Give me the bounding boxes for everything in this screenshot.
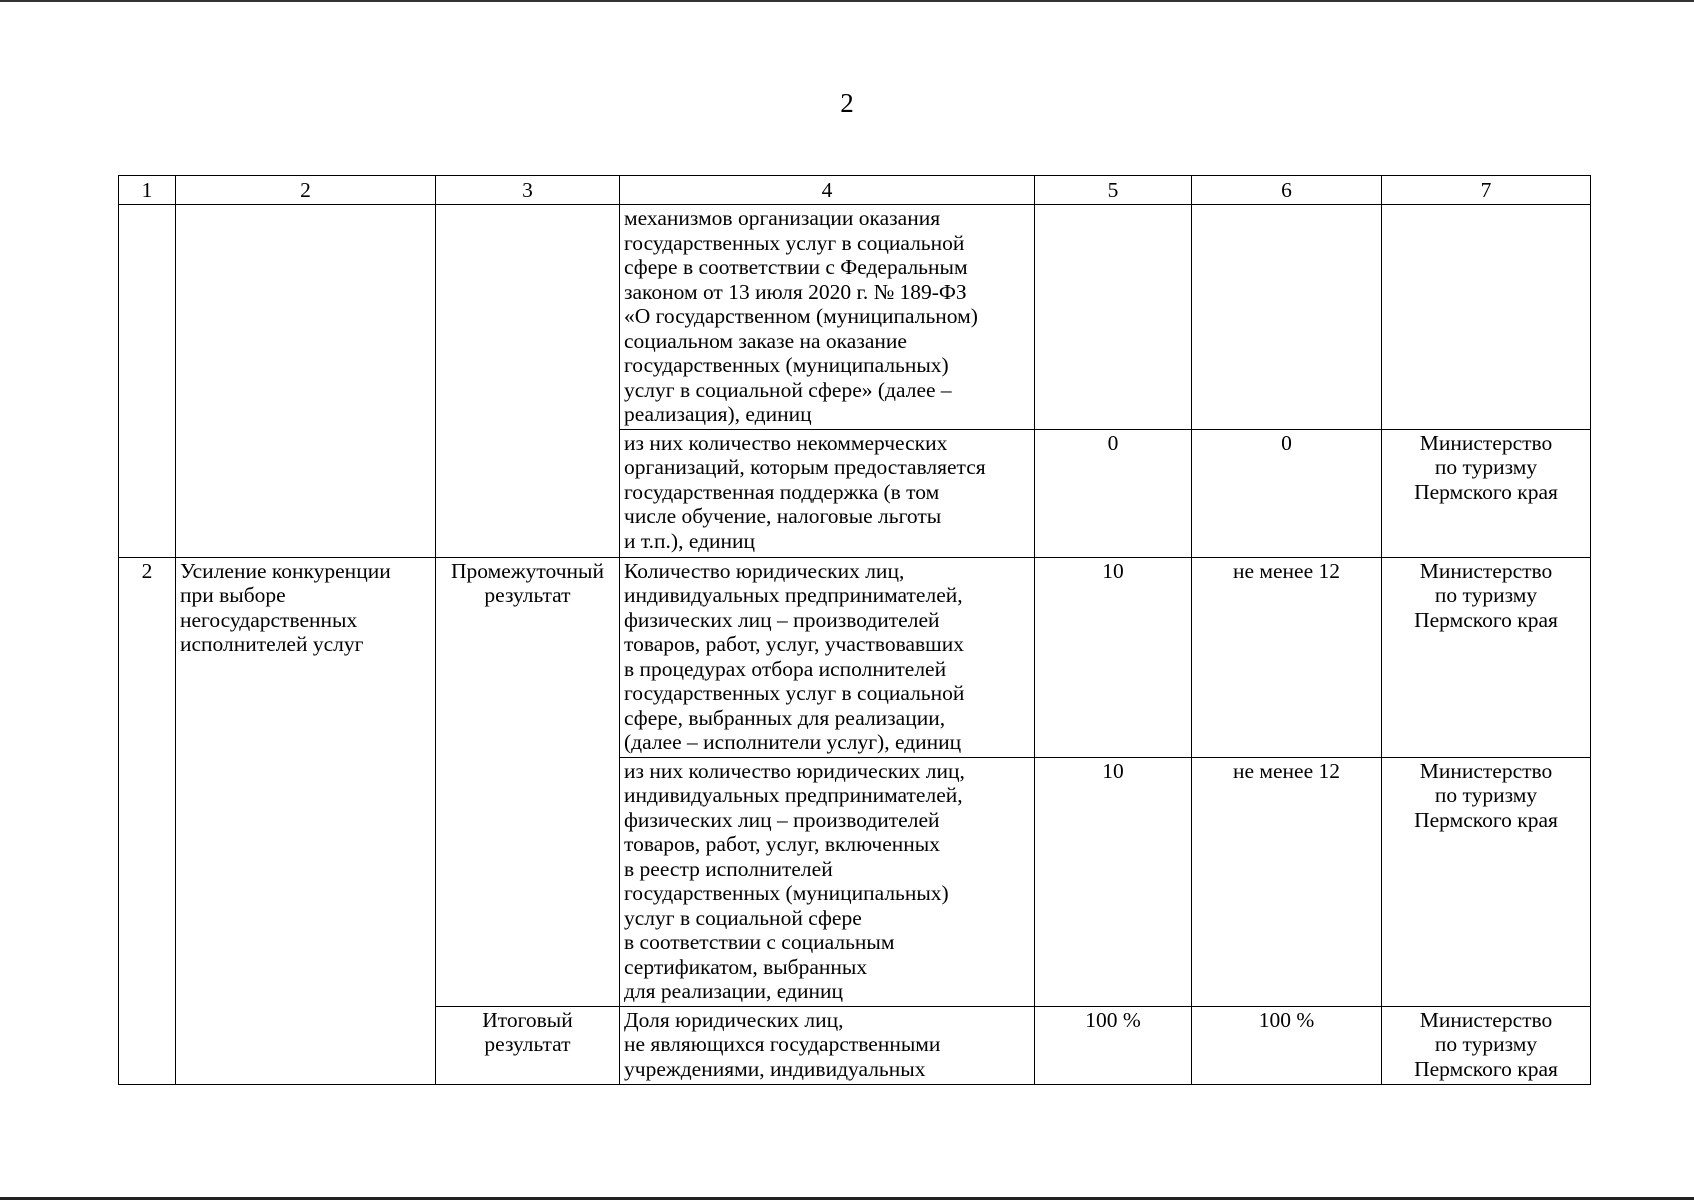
- target-value: не менее 12: [1192, 757, 1382, 1006]
- result-type: Промежуточный результат: [436, 557, 620, 1006]
- row-1-result-type-cell: [436, 205, 620, 558]
- header-col-6: 6: [1192, 176, 1382, 205]
- header-col-3: 3: [436, 176, 620, 205]
- target-value: 100 %: [1192, 1006, 1382, 1084]
- responsible-body: Министерство по туризму Пермского края: [1382, 757, 1591, 1006]
- base-value: 10: [1035, 757, 1192, 1006]
- responsible-body: Министерство по туризму Пермского края: [1382, 557, 1591, 757]
- target-value: не менее 12: [1192, 557, 1382, 757]
- indicators-table: [118, 175, 1591, 1085]
- indicator-text: Доля юридических лиц, не являющихся государственными учреждениями, индивидуальных: [620, 1006, 1035, 1084]
- header-col-2: 2: [176, 176, 436, 205]
- base-value: 10: [1035, 557, 1192, 757]
- responsible-body: Министерство по туризму Пермского края: [1382, 1006, 1591, 1084]
- header-col-5: 5: [1035, 176, 1192, 205]
- task-name: Усиление конкуренции при выборе негосударственных исполнителей услуг: [176, 557, 436, 1084]
- base-value-cell: [1035, 205, 1192, 430]
- page-number: 2: [840, 88, 854, 118]
- responsible-cell: [1382, 205, 1591, 430]
- header-col-1: 1: [119, 176, 176, 205]
- table-row: [119, 557, 1591, 757]
- target-value: 0: [1192, 429, 1382, 557]
- base-value: 0: [1035, 429, 1192, 557]
- result-type: Итоговый результат: [436, 1006, 620, 1084]
- table-header-row: [119, 176, 1591, 205]
- row-1-task-cell: [176, 205, 436, 558]
- indicator-text: Количество юридических лиц, индивидуальных предпринимателей, физических лиц – производителей товаров, работ, услуг, участвовавших в процедурах отбора исполнителей государственных услуг в социальной сфере, выбранных для реализации, (далее – исполнители услуг), единиц: [620, 557, 1035, 757]
- target-value-cell: [1192, 205, 1382, 430]
- indicator-text: из них количество некоммерческих организаций, которым предоставляется государственная поддержка (в том числе обучение, налоговые льготы и т.п.), единиц: [620, 429, 1035, 557]
- row-1-number-cell: [119, 205, 176, 558]
- row-number: 2: [119, 557, 176, 1084]
- header-col-4: 4: [620, 176, 1035, 205]
- header-col-7: 7: [1382, 176, 1591, 205]
- base-value: 100 %: [1035, 1006, 1192, 1084]
- indicator-text: из них количество юридических лиц, индивидуальных предпринимателей, физических лиц – производителей товаров, работ, услуг, включенных в реестр исполнителей государственных (муниципальных) услуг в социальной сфере в соответствии с социальным сертификатом, выбранных для реализации, единиц: [620, 757, 1035, 1006]
- table-row: [119, 205, 1591, 430]
- scan-edge-top: [0, 0, 1694, 2]
- indicator-text: механизмов организации оказания государственных услуг в социальной сфере в соответствии с Федеральным законом от 13 июля 2020 г. № 189-ФЗ «О государственном (муниципальном) социальном заказе на оказание государственных (муниципальных) услуг в социальной сфере» (далее – реализация), единиц: [620, 205, 1035, 430]
- responsible-body: Министерство по туризму Пермского края: [1382, 429, 1591, 557]
